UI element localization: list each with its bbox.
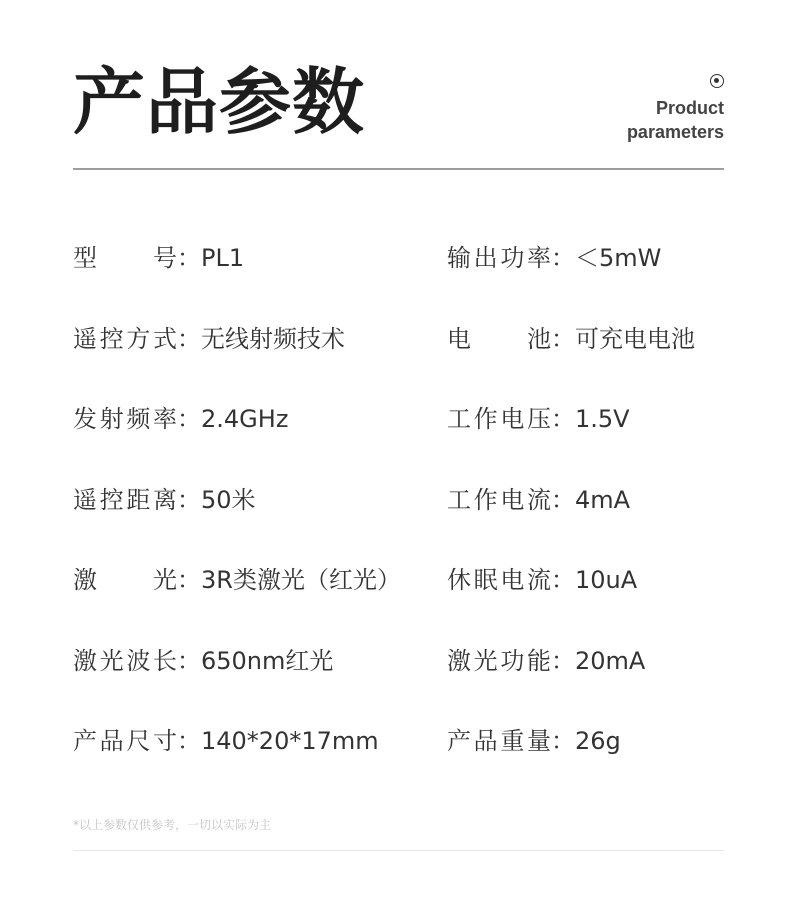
param-value: 无线射频技术 xyxy=(201,324,345,353)
param-label: 激光 xyxy=(73,566,177,594)
param-separator: ： xyxy=(177,566,201,594)
param-value: 20mA xyxy=(575,646,646,675)
param-row xyxy=(73,240,724,321)
param-current xyxy=(447,482,630,518)
footer-divider xyxy=(73,850,724,851)
param-separator: ： xyxy=(551,405,575,433)
param-label: 激光波长 xyxy=(73,646,177,675)
param-wavelength xyxy=(73,643,333,679)
param-row xyxy=(73,643,724,724)
param-voltage xyxy=(447,401,630,437)
param-separator: ： xyxy=(551,566,575,594)
parameter-list xyxy=(73,240,724,804)
param-laser-function xyxy=(447,643,645,679)
param-value: 2.4GHz xyxy=(201,405,289,433)
param-separator: ： xyxy=(551,727,575,755)
param-value: 650nm红光 xyxy=(201,646,334,675)
param-row xyxy=(73,321,724,402)
param-label: 工作电压 xyxy=(447,405,551,433)
param-output-power xyxy=(447,240,661,276)
radio-dot-icon xyxy=(710,74,724,88)
param-separator: ： xyxy=(177,405,201,433)
param-row xyxy=(73,562,724,643)
param-battery xyxy=(447,321,695,357)
param-value: ＜5mW xyxy=(575,244,662,272)
param-laser xyxy=(73,562,401,598)
param-label: 休眠电流 xyxy=(447,566,551,594)
param-label: 发射频率 xyxy=(73,405,177,433)
param-value: 4mA xyxy=(575,485,631,514)
english-subtitle xyxy=(627,72,724,144)
param-label: 工作电流 xyxy=(447,485,551,514)
param-remote-distance xyxy=(73,482,256,518)
header-divider xyxy=(73,168,724,170)
param-row xyxy=(73,723,724,804)
param-value: 3R类激光（红光） xyxy=(201,566,401,594)
param-frequency xyxy=(73,401,288,437)
subtitle-line-parameters: parameters xyxy=(626,122,724,142)
param-row xyxy=(73,482,724,563)
param-value: 140*20*17mm xyxy=(201,727,379,755)
param-value: 26g xyxy=(575,727,621,755)
param-label: 遥控距离 xyxy=(73,485,177,514)
page-title: 产品参数 xyxy=(73,60,366,144)
param-label: 产品重量 xyxy=(447,727,551,755)
param-separator: ： xyxy=(551,324,575,353)
param-separator: ： xyxy=(551,244,575,272)
param-label: 电池 xyxy=(447,324,551,353)
subtitle-line-product: Product xyxy=(655,98,724,118)
param-model xyxy=(73,240,244,276)
param-remote-method xyxy=(73,321,345,357)
param-label: 遥控方式 xyxy=(73,324,177,353)
param-label: 输出功率 xyxy=(447,244,551,272)
param-label: 型号 xyxy=(73,244,177,272)
param-value: 50米 xyxy=(201,485,256,514)
param-weight xyxy=(447,723,621,759)
param-separator: ： xyxy=(177,244,201,272)
param-label: 产品尺寸 xyxy=(73,727,177,755)
param-separator: ： xyxy=(551,485,575,514)
param-value: 可充电电池 xyxy=(575,324,695,353)
param-label: 激光功能 xyxy=(447,646,551,675)
param-separator: ： xyxy=(177,485,201,514)
disclaimer-footnote: *以上参数仅供参考，一切以实际为主 xyxy=(73,818,272,832)
param-separator: ： xyxy=(551,646,575,675)
param-separator: ： xyxy=(177,727,201,755)
param-separator: ： xyxy=(177,324,201,353)
param-size xyxy=(73,723,379,759)
param-sleep-current xyxy=(447,562,637,598)
param-value: 1.5V xyxy=(575,405,630,433)
param-value: PL1 xyxy=(201,244,245,272)
param-value: 10uA xyxy=(575,566,638,594)
param-separator: ： xyxy=(177,646,201,675)
param-row xyxy=(73,401,724,482)
